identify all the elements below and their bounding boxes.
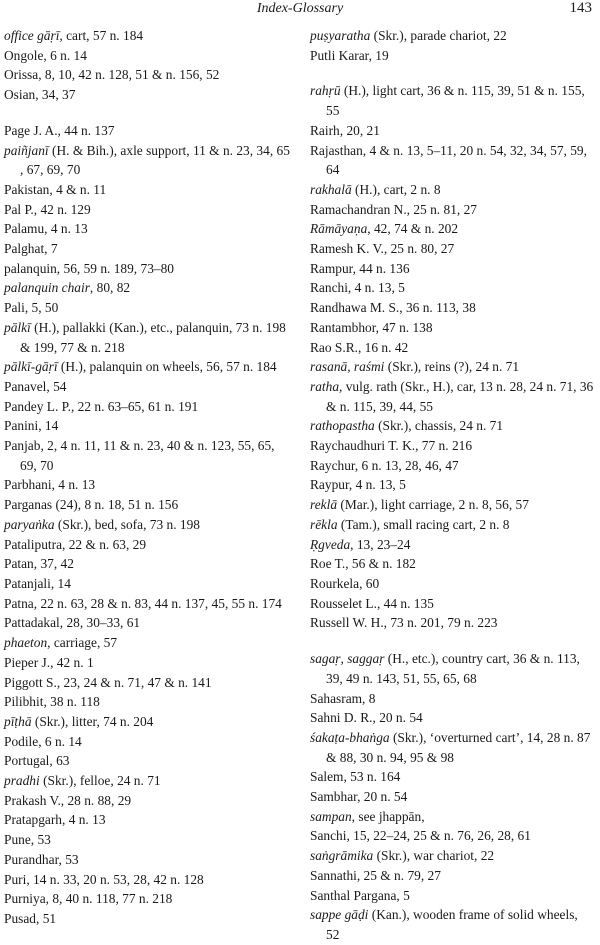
index-entry-text: (H.), pallakki (Kan.), etc., palanquin, 73 n. 198 & 199, 77 & n. 218 — [20, 319, 286, 355]
index-entry — [4, 121, 290, 141]
index-entry — [4, 909, 290, 929]
index-entry-text: Orissa, 8, 10, 42 n. 128, 51 & n. 156, 52 — [4, 67, 220, 83]
index-term-italic: pālkī — [4, 319, 31, 335]
index-entry — [310, 826, 594, 846]
index-entry — [310, 708, 594, 728]
index-entry — [310, 475, 594, 495]
index-entry — [310, 357, 594, 377]
section-gap — [4, 105, 290, 121]
index-entry-text: Pune, 53 — [4, 832, 51, 848]
index-entry-text: palanquin, 56, 59 n. 189, 73–80 — [4, 260, 174, 276]
index-entry-text: (Skr.), litter, 74 n. 204 — [31, 713, 154, 729]
index-term-italic: office gāṛī — [4, 28, 60, 43]
index-entry-text: Rantambhor, 47 n. 138 — [310, 319, 433, 335]
index-entry — [4, 535, 290, 555]
index-entry — [4, 850, 290, 870]
index-entry-text: Pakistan, 4 & n. 11 — [4, 181, 107, 197]
index-term-italic: paryaṅka — [4, 516, 55, 532]
index-entry-text: Ramachandran N., 25 n. 81, 27 — [310, 201, 477, 217]
index-entry — [4, 416, 290, 436]
index-entry — [310, 515, 594, 535]
index-entry-text: (Tam.), small racing cart, 2 n. 8 — [337, 516, 510, 532]
index-entry-text: Raychur, 6 n. 13, 28, 46, 47 — [310, 457, 459, 473]
index-entry-text: Panavel, 54 — [4, 378, 67, 394]
index-entry-text: Sahasram, 8 — [310, 690, 376, 706]
index-entry-text: (Mar.), light carriage, 2 n. 8, 56, 57 — [337, 497, 529, 513]
index-entry — [4, 771, 290, 791]
index-entry — [310, 81, 594, 120]
index-entry-text: (Skr.), parade chariot, 22 — [370, 28, 507, 43]
index-entry-text: , see jhappān, — [351, 808, 425, 824]
index-entry-text: Ranchi, 4 n. 13, 5 — [310, 280, 405, 296]
index-entry-text: Osian, 34, 37 — [4, 87, 76, 103]
index-entry — [310, 180, 594, 200]
index-entry-text: Patna, 22 n. 63, 28 & n. 83, 44 n. 137, 45, 55 n. 174 — [4, 595, 282, 611]
index-entry-text: (H.), light cart, 36 & n. 115, 39, 51 & n. 155, 55 — [326, 83, 585, 119]
index-entry — [4, 397, 290, 417]
index-entry — [310, 594, 594, 614]
index-entry-text: Rousselet L., 44 n. 135 — [310, 595, 434, 611]
index-entry — [4, 692, 290, 712]
index-entry — [4, 357, 290, 377]
index-entry — [4, 65, 290, 85]
index-entry-text: Purandhar, 53 — [4, 851, 79, 867]
index-entry-text: Pattadakal, 28, 30–33, 61 — [4, 615, 141, 631]
index-term-italic: rēkla — [310, 516, 338, 532]
index-entry-text: Portugal, 63 — [4, 753, 70, 769]
index-entry-text: , 42, 74 & n. 202 — [367, 221, 459, 237]
index-entry — [310, 613, 594, 633]
page-number: 143 — [569, 0, 592, 16]
index-entry — [310, 554, 594, 574]
index-entry-text: (Skr.), reins (?), 24 n. 71 — [384, 359, 520, 375]
index-term-italic: Ṛgveda — [310, 536, 351, 552]
section-gap — [310, 633, 594, 649]
index-entry — [4, 475, 290, 495]
index-entry-text: Rourkela, 60 — [310, 575, 380, 591]
index-term-italic: paiñjanī — [4, 142, 49, 158]
index-entry-text: Pratapgarh, 4 n. 13 — [4, 812, 106, 828]
index-entry — [4, 732, 290, 752]
index-entry-text: (Kan.), wooden frame of solid wheels, 52 — [326, 907, 578, 942]
index-entry — [310, 807, 594, 827]
index-entry — [4, 239, 290, 259]
index-entry-text: Salem, 53 n. 164 — [310, 769, 401, 785]
index-entry — [4, 180, 290, 200]
index-entry — [310, 46, 594, 66]
index-entry — [310, 574, 594, 594]
index-entry — [310, 649, 594, 688]
index-entry-text: Sambhar, 20 n. 54 — [310, 789, 408, 805]
index-entry — [4, 889, 290, 909]
index-entry-text: , 13, 23–24 — [350, 536, 411, 552]
index-entry — [4, 515, 290, 535]
index-entry — [310, 200, 594, 220]
index-entry-text: Panjab, 2, 4 n. 11, 11 & n. 23, 40 & n. 123, 55, 65, 69, 70 — [4, 438, 275, 473]
index-entry-text: Putli Karar, 19 — [310, 47, 389, 63]
index-term-italic: saṅgrāmika — [310, 848, 374, 864]
index-entry — [4, 298, 290, 318]
index-entry — [4, 830, 290, 850]
index-entry — [310, 905, 594, 944]
index-entry — [4, 200, 290, 220]
index-term-italic: sagaṛ, saggaṛ — [310, 651, 385, 667]
index-entry — [4, 751, 290, 771]
index-entry-text: Parganas (24), 8 n. 18, 51 n. 156 — [4, 497, 179, 513]
index-entry — [310, 689, 594, 709]
index-entry — [310, 278, 594, 298]
index-entry — [4, 712, 290, 732]
index-entry — [310, 495, 594, 515]
index-entry-text: Rajasthan, 4 & n. 13, 5–11, 20 n. 54, 32, 34, 57, 59, 64 — [310, 142, 587, 178]
index-entry — [4, 219, 290, 239]
index-entry — [4, 85, 290, 105]
index-entry-text: , cart, 57 n. 184 — [59, 28, 144, 43]
index-entry — [4, 594, 290, 614]
index-entry-text: Raypur, 4 n. 13, 5 — [310, 477, 406, 493]
index-entry — [4, 46, 290, 66]
index-entry-text: Pataliputra, 22 & n. 63, 29 — [4, 536, 147, 552]
index-term-italic: śakaṭa-bhaṅga — [310, 729, 390, 745]
index-entry — [4, 436, 290, 475]
index-entry — [4, 26, 290, 46]
index-term-italic: rakhalā — [310, 181, 352, 197]
index-entry — [4, 495, 290, 515]
index-entry — [310, 377, 594, 416]
index-entry-text: Rampur, 44 n. 136 — [310, 260, 410, 276]
index-column-left — [4, 26, 290, 929]
index-entry — [310, 298, 594, 318]
index-entry-text: Pilibhit, 38 n. 118 — [4, 694, 100, 710]
index-entry-text: Ongole, 6 n. 14 — [4, 47, 87, 63]
index-term-italic: rasanā, raśmi — [310, 359, 385, 375]
index-entry-text: Ramesh K. V., 25 n. 80, 27 — [310, 241, 455, 257]
index-entry — [4, 574, 290, 594]
index-entry-text: Panini, 14 — [4, 418, 59, 434]
running-title: Index-Glossary — [256, 1, 344, 16]
index-entry — [4, 633, 290, 653]
index-entry — [4, 318, 290, 357]
index-entry-text: (H., etc.), country cart, 36 & n. 113, 39, 49 n. 143, 51, 55, 65, 68 — [326, 651, 580, 686]
index-entry-text: , 80, 82 — [89, 280, 131, 296]
index-entry-text: Prakash V., 28 n. 88, 29 — [4, 792, 132, 808]
index-entry — [310, 535, 594, 555]
index-entry-text: Palghat, 7 — [4, 241, 58, 257]
index-term-italic: rathopastha — [310, 418, 375, 434]
index-entry-text: (Skr.), felloe, 24 n. 71 — [39, 773, 161, 789]
index-term-italic: phaeton — [4, 635, 48, 651]
index-term-italic: palanquin chair — [4, 280, 90, 296]
index-entry — [4, 278, 290, 298]
index-entry — [310, 219, 594, 239]
index-term-italic: puṣyaratha — [310, 28, 371, 43]
index-entry — [310, 767, 594, 787]
index-entry — [4, 141, 290, 180]
index-term-italic: reklā — [310, 497, 338, 513]
index-entry — [4, 554, 290, 574]
index-term-italic: pālkī-gāṛī — [4, 359, 58, 375]
index-entry-text: Rairh, 20, 21 — [310, 122, 380, 138]
index-entry-text: (Skr.), war chariot, 22 — [373, 848, 495, 864]
index-entry-text: Sanchi, 15, 22–24, 25 & n. 76, 26, 28, 61 — [310, 828, 531, 844]
index-entry-text: Pal P., 42 n. 129 — [4, 201, 91, 217]
index-entry — [310, 338, 594, 358]
index-entry-text: Sahni D. R., 20 n. 54 — [310, 710, 423, 726]
index-entry — [310, 318, 594, 338]
index-entry-text: (H.), palanquin on wheels, 56, 57 n. 184 — [57, 359, 277, 375]
index-entry — [310, 141, 594, 180]
index-entry-text: Santhal Pargana, 5 — [310, 887, 410, 903]
index-entry — [310, 436, 594, 456]
index-entry-text: Palamu, 4 n. 13 — [4, 221, 88, 237]
index-entry — [4, 613, 290, 633]
index-entry-text: Pusad, 51 — [4, 910, 57, 926]
index-entry — [4, 673, 290, 693]
index-entry — [310, 886, 594, 906]
index-entry-text: Patanjali, 14 — [4, 575, 71, 591]
index-entry — [310, 239, 594, 259]
index-entry-text: (Skr.), chassis, 24 n. 71 — [374, 418, 504, 434]
index-entry-text: Raychaudhuri T. K., 77 n. 216 — [310, 438, 473, 454]
index-term-italic: sappe gāḍi — [310, 907, 369, 923]
index-term-italic: pradhi — [4, 773, 40, 789]
index-entry-text: Rao S.R., 16 n. 42 — [310, 339, 409, 355]
index-entry-text: Piggott S., 23, 24 & n. 71, 47 & n. 141 — [4, 674, 212, 690]
index-column-right — [310, 26, 594, 945]
index-entry — [4, 870, 290, 890]
index-entry — [310, 456, 594, 476]
section-gap — [310, 65, 594, 81]
index-entry-text: Purniya, 8, 40 n. 118, 77 n. 218 — [4, 891, 173, 907]
index-entry-text: , carriage, 57 — [47, 635, 118, 651]
index-term-italic: ratha — [310, 378, 340, 394]
index-entry-text: (H.), cart, 2 n. 8 — [351, 181, 441, 197]
index-entry-text: (Skr.), bed, sofa, 73 n. 198 — [54, 516, 200, 532]
index-entry — [310, 26, 594, 46]
index-entry — [310, 866, 594, 886]
index-entry — [310, 728, 594, 767]
index-entry-text: Pali, 5, 50 — [4, 300, 59, 316]
index-entry — [310, 846, 594, 866]
index-entry — [4, 653, 290, 673]
index-entry — [310, 121, 594, 141]
index-entry — [310, 259, 594, 279]
index-entry-text: , vulg. rath (Skr., H.), car, 13 n. 28, 24 n. 71, 36 & n. 115, 39, 44, 55 — [326, 378, 594, 414]
index-entry — [310, 416, 594, 436]
index-entry-text: Page J. A., 44 n. 137 — [4, 122, 115, 138]
index-entry-text: (Skr.), ‘overturned cart’, 14, 28 n. 87 & 88, 30 n. 94, 95 & 98 — [326, 729, 591, 765]
index-term-italic: rahṛū — [310, 83, 341, 99]
index-entry-text: Pieper J., 42 n. 1 — [4, 654, 94, 670]
index-entry-text: Puri, 14 n. 33, 20 n. 53, 28, 42 n. 128 — [4, 871, 204, 887]
index-term-italic: Rāmāyaṇa — [310, 221, 368, 237]
index-entry-text: Pandey L. P., 22 n. 63–65, 61 n. 191 — [4, 398, 199, 414]
running-header — [0, 0, 600, 20]
index-entry — [4, 791, 290, 811]
index-entry-text: Podile, 6 n. 14 — [4, 733, 82, 749]
index-entry — [4, 259, 290, 279]
index-entry-text: (H. & Bih.), axle support, 11 & n. 23, 34, 65 , 67, 69, 70 — [20, 142, 290, 178]
index-entry — [4, 810, 290, 830]
index-entry-text: Russell W. H., 73 n. 201, 79 n. 223 — [310, 615, 498, 631]
index-entry — [4, 377, 290, 397]
index-entry-text: Randhawa M. S., 36 n. 113, 38 — [310, 300, 476, 316]
index-entry-text: Patan, 37, 42 — [4, 556, 74, 572]
index-entry-text: Roe T., 56 & n. 182 — [310, 556, 416, 572]
index-term-italic: sampan — [310, 808, 352, 824]
index-entry-text: Sannathi, 25 & n. 79, 27 — [310, 867, 441, 883]
index-entry-text: Parbhani, 4 n. 13 — [4, 477, 96, 493]
index-entry — [310, 787, 594, 807]
index-term-italic: pīṭhā — [4, 713, 32, 729]
